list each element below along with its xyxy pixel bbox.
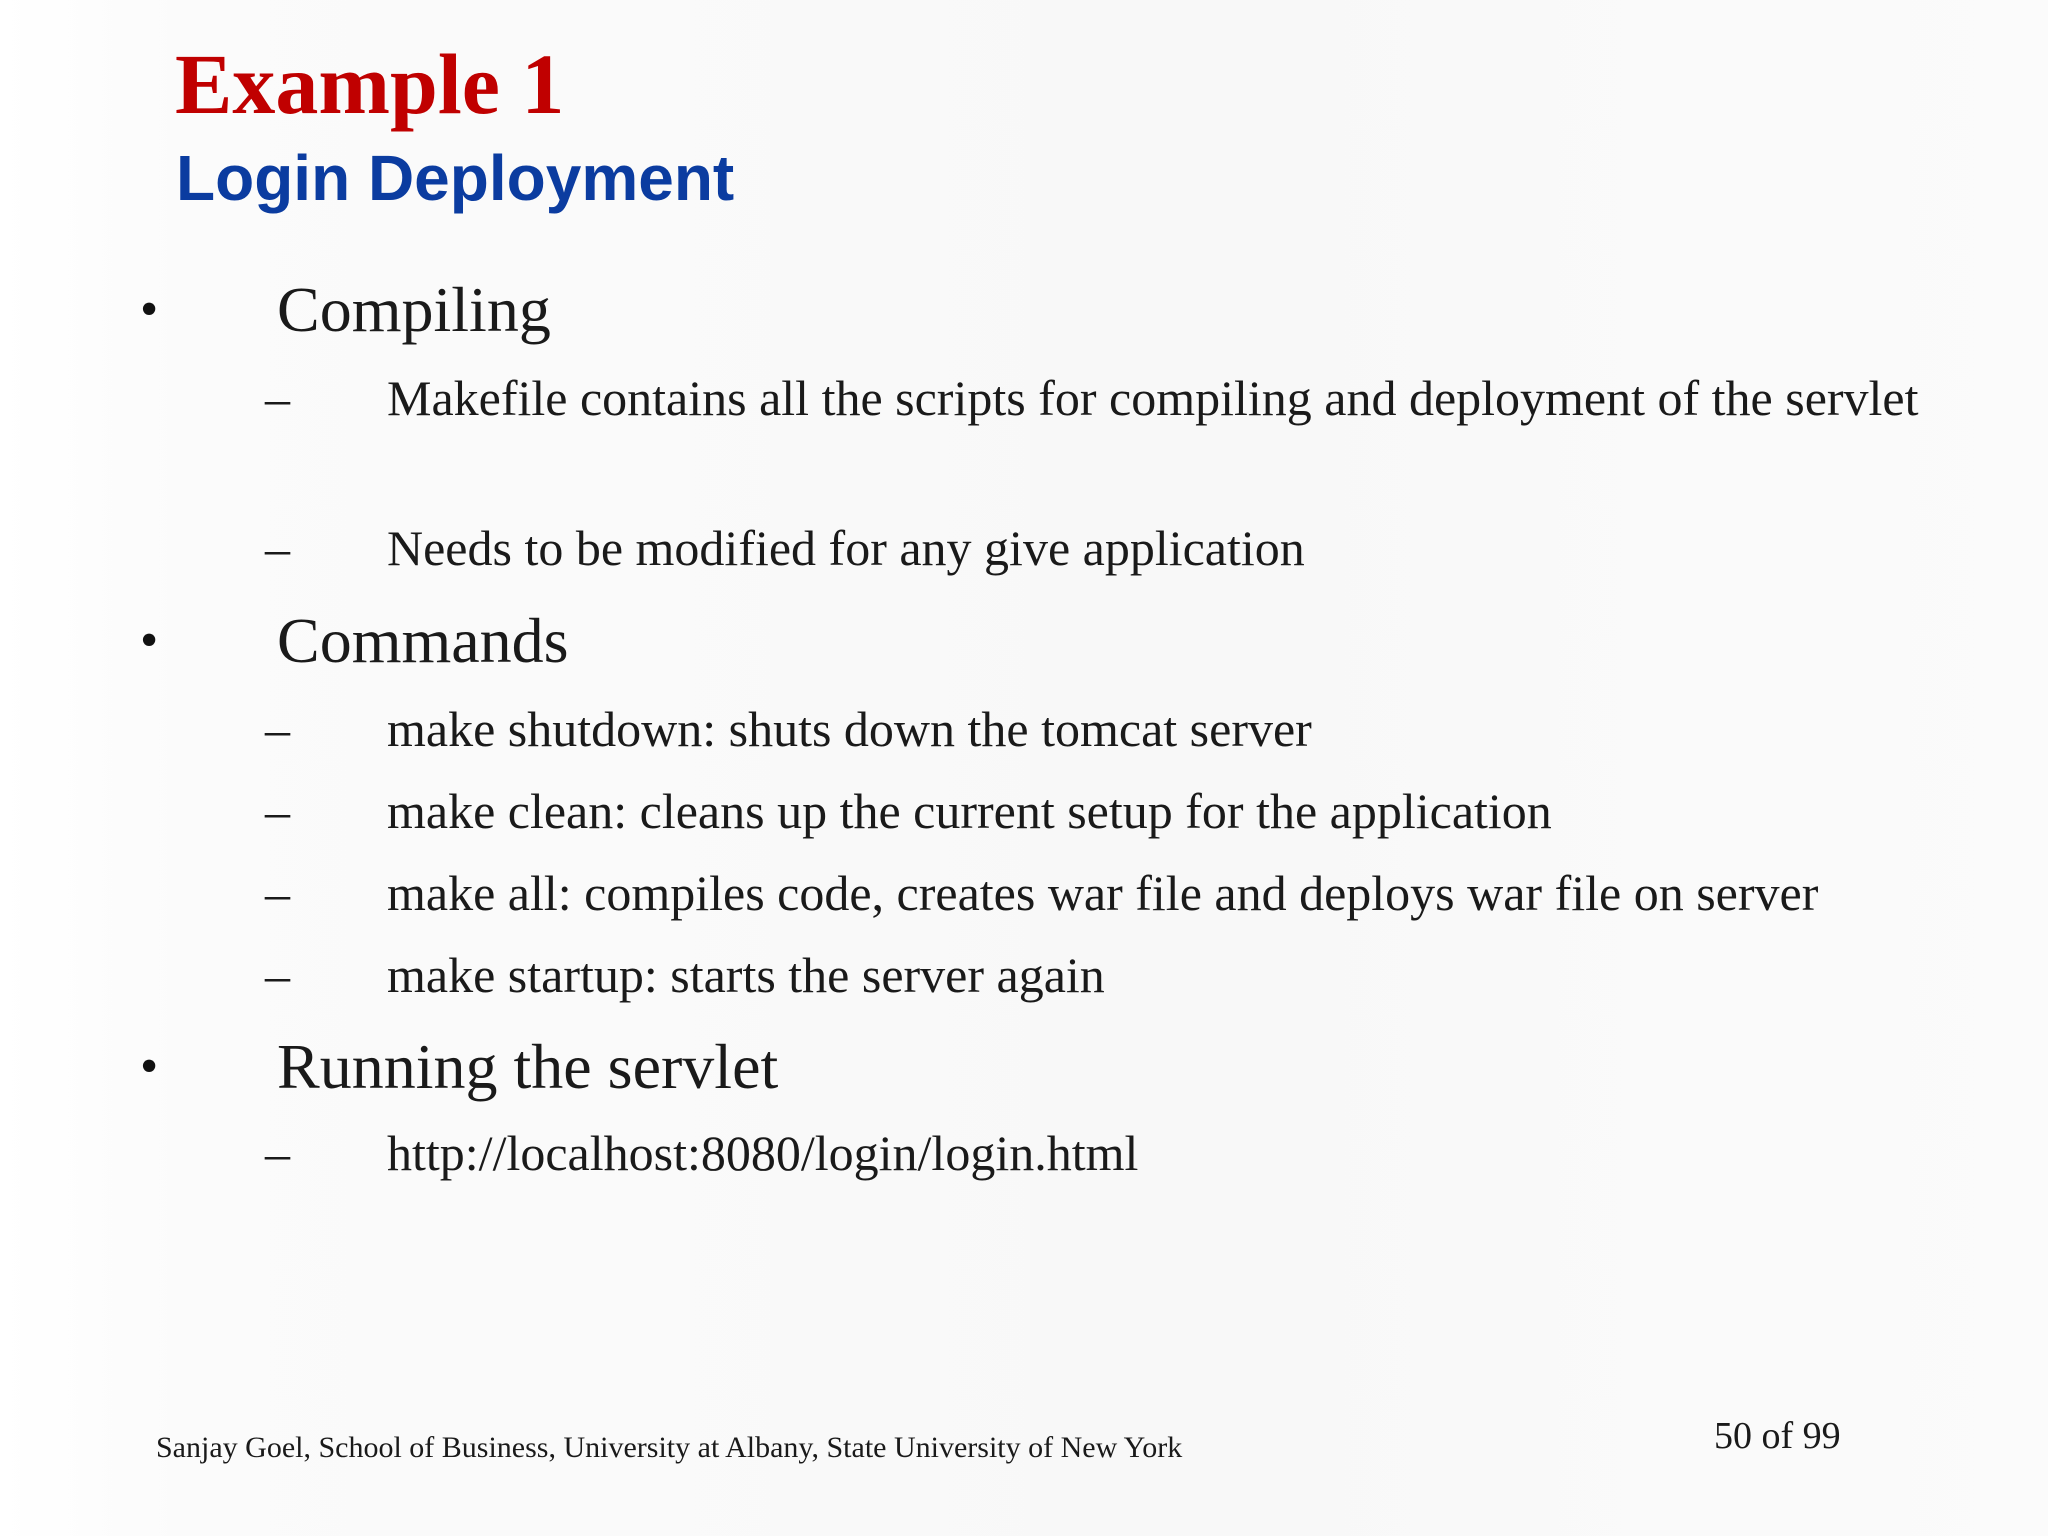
page-number: 50 of 99 [1714,1415,1841,1457]
sub-bullet-text: Makefile contains all the scripts for compiling and deployment of the servlet [387,370,1919,426]
sub-bullet-text: make all: compiles code, creates war file and deploys war file on server [387,865,1819,921]
sub-bullet-marker: – [265,783,290,839]
sub-bullet-marker: – [265,701,290,757]
sub-bullet-item [0,859,2048,927]
sub-bullet-text: make startup: starts the server again [387,947,1105,1003]
sub-bullet-text: make clean: cleans up the current setup for the application [387,783,1552,839]
bullet-item [0,270,2048,350]
sub-bullet-item [0,1119,2048,1187]
slide-title: Example 1 [175,36,565,132]
sub-bullet-marker: – [265,520,290,576]
bullet-marker: • [140,612,159,669]
sub-bullet-item [0,941,2048,1009]
sub-bullet-marker: – [265,370,290,426]
bullet-marker: • [140,281,159,338]
sub-bullet-text: http://localhost:8080/login/login.html [387,1125,1139,1181]
sub-bullet-item [0,364,2048,500]
bullet-text: Compiling [277,274,551,345]
sub-bullet-item [0,777,2048,845]
bullet-item [0,601,2048,681]
slide-subtitle: Login Deployment [176,142,735,214]
sub-bullet-text: make shutdown: shuts down the tomcat server [387,701,1312,757]
bullet-item [0,1027,2048,1107]
bullet-text: Running the servlet [277,1031,779,1102]
sub-bullet-marker: – [265,947,290,1003]
bullet-marker: • [140,1038,159,1095]
sub-bullet-marker: – [265,1125,290,1181]
sub-bullet-marker: – [265,865,290,921]
sub-bullet-item [0,695,2048,763]
sub-bullet-text: Needs to be modified for any give application [387,520,1305,576]
bullet-text: Commands [277,605,569,676]
footer-credit: Sanjay Goel, School of Business, University at Albany, State University of New York [156,1431,1183,1464]
sub-bullet-item [0,514,2048,582]
